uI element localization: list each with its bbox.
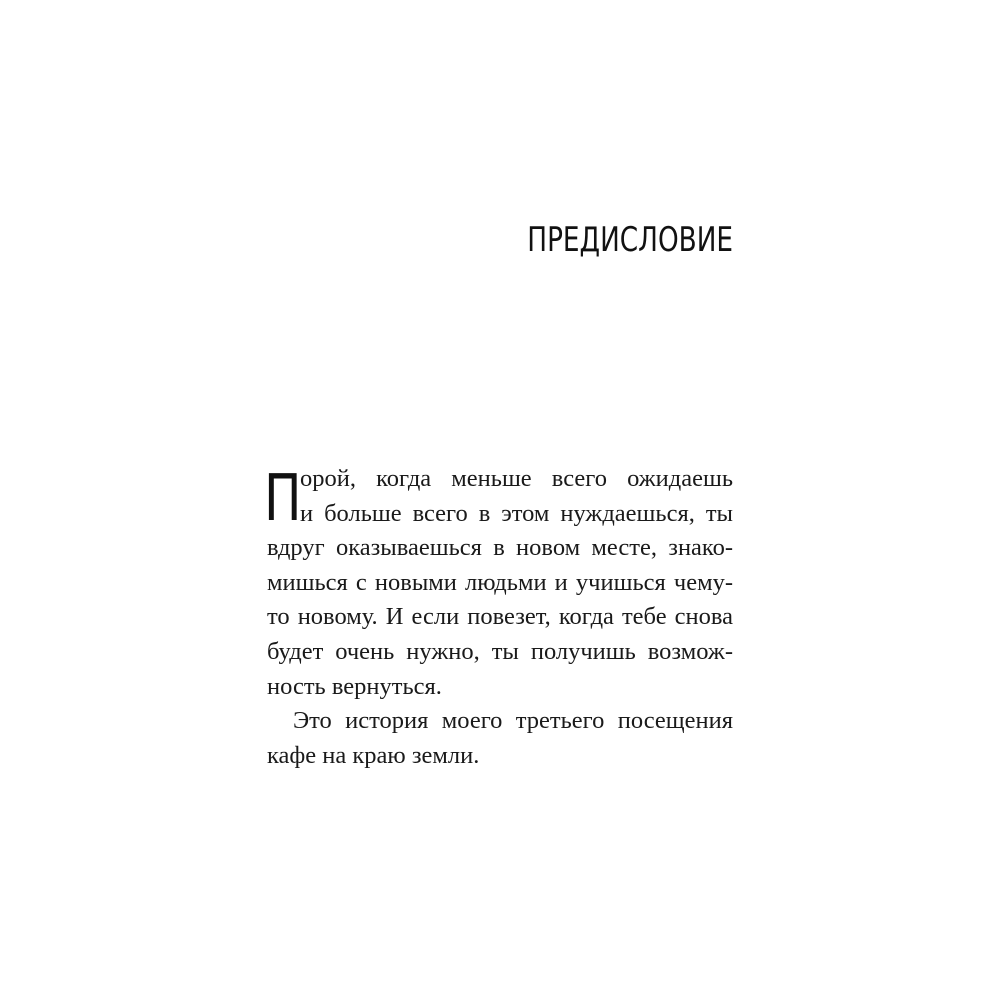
text-line: Это история моего третьего посещения [293, 707, 733, 735]
text-line: будет очень нужно, ты получишь возмож- [267, 637, 733, 665]
drop-cap: П [264, 462, 302, 536]
text-line: вдруг оказываешься в новом месте, знако- [267, 534, 733, 562]
text-line: то новому. И если повезет, когда тебе снова [267, 603, 733, 631]
body-text [264, 462, 733, 773]
text-line: ность вернуться. [267, 672, 442, 700]
text-line: мишься с новыми людьми и учишься чему- [267, 568, 733, 596]
text-line: орой, когда меньше всего ожидаешь [300, 465, 733, 492]
text-line: и больше всего в этом нуждаешься, ты [300, 499, 733, 527]
paragraph-2 [267, 704, 733, 773]
chapter-title: ПРЕДИСЛОВИЕ [527, 220, 733, 260]
paragraph-1 [267, 462, 733, 704]
text-line: кафе на краю земли. [267, 741, 480, 769]
